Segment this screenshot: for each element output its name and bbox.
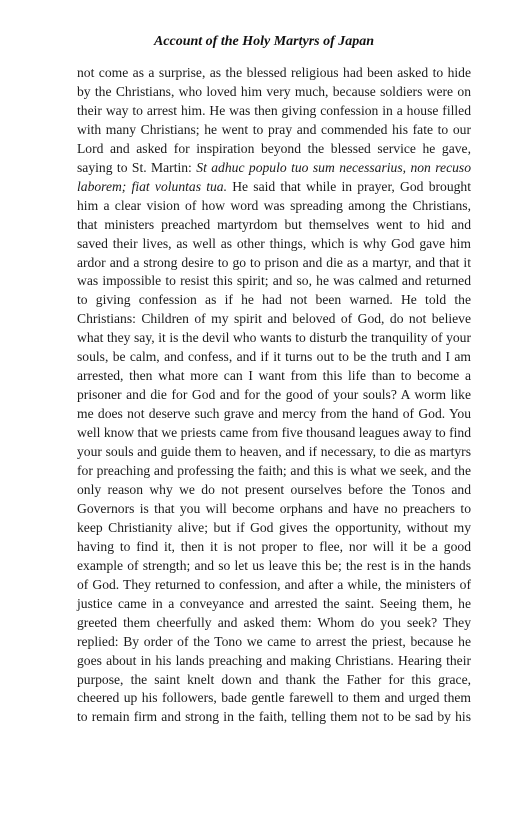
latin-quote: St adhuc populo tuo sum necessarius, non recuso laborem; fiat voluntas tua. xyxy=(77,159,471,194)
body-text-after-quote: He said that while in prayer, God brought him a clear vision of how word was spreading among the Christians, that ministers preached martyrdom but themselves went to hid and saved their lives, as well as other things, which is why God gave him ardor and a strong desire to go to prison and die as a martyr, and that it was impossible to resist this spirit; and so, he was calmed and returned to giving confession as if he had not been warned. He told the Christians: Children of my spirit and beloved of God, do not believe what they say, it is the devil who wants to disturb the tranquility of your souls, be calm, and confess, and if it turns out to be the truth and I am arrested, then what more can I want from this life than to become a prisoner and die for God and for the good of your souls? A worm like me does not deserve such grave and mercy from the hand of God. You well know that we priests came from five thousand leagues away to find your souls and guide them to heaven, and if necessary, to die as martyrs for preaching and professing the faith; and this is what we seek, and the only reason why we do not present ourselves before the Tonos and Governors is that you will become orphans and have no preachers to keep Christianity alive; but if God gives the opportunity, without my having to find it, then it is not proper to flee, nor will it be a good example of strength; and so let us leave this be; the rest is in the hands of God. They returned to confession, and after a while, the ministers of justice came in a conveyance and arrested the saint. Seeing them, he greeted them cheerfully and asked them: Whom do you seek? They replied: By order of the Tono we came to arrest the priest, because he goes about in his lands preaching and making Christians. Hearing their purpose, the saint knelt down and thank the Father for this grace, cheered up his followers, bade gentle farewell to them and urged them to remain firm and strong in the faith, telling them not to be sad by his xyxy=(77,178,471,725)
body-paragraph xyxy=(77,64,471,727)
body-text-before-quote: not come as a surprise, as the blessed religious had been asked to hide by the Christians, who loved him very much, because soldiers were on their way to arrest him. He was then giving confession in a house filled with many Christians; he went to pray and commended his fate to our Lord and asked for inspiration beyond the blessed service he gave, saying to St. Martin: xyxy=(77,65,471,175)
running-header: Account of the Holy Martyrs of Japan xyxy=(153,34,375,49)
